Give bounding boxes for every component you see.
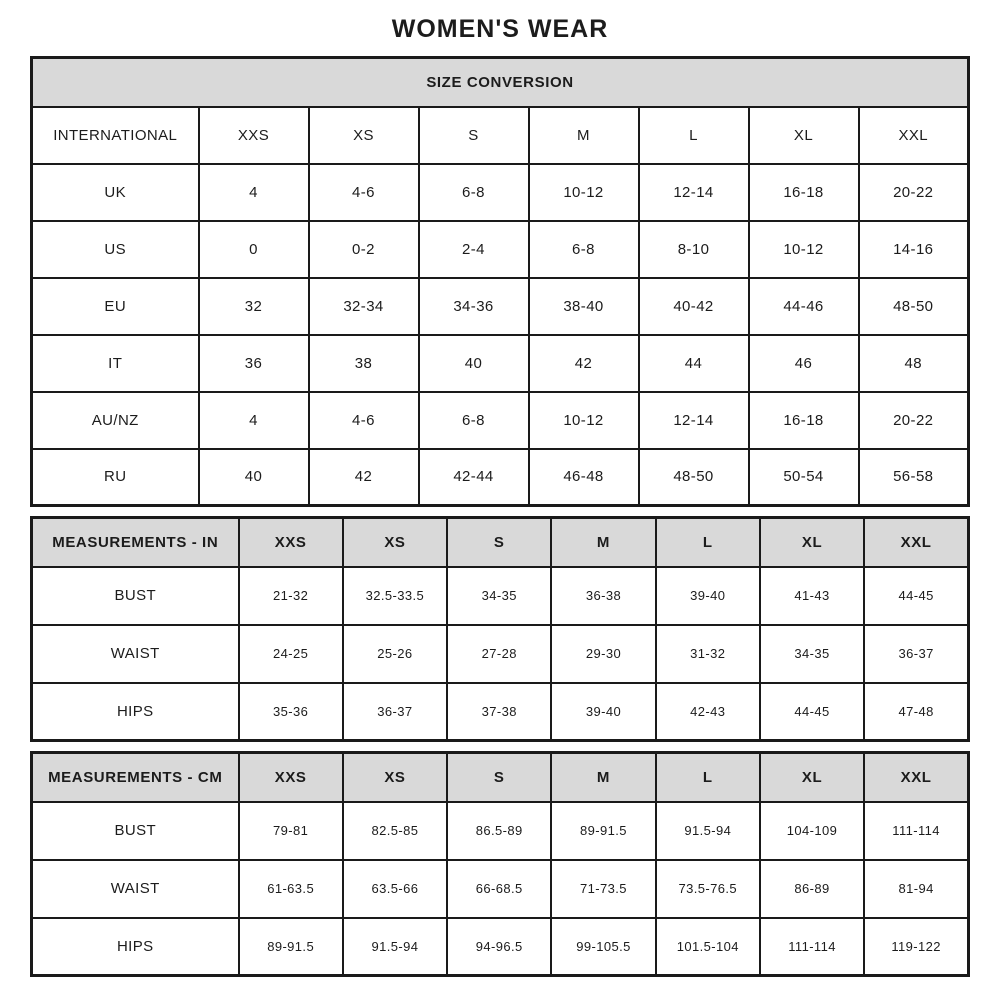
cell-value: 89-91.5: [551, 802, 655, 860]
size-conversion-table: [30, 56, 970, 507]
column-header-xxs: XXS: [239, 753, 343, 802]
cell-value: 27-28: [447, 625, 551, 683]
cell-value: 39-40: [656, 567, 760, 625]
row-label: UK: [32, 164, 199, 221]
cell-value: 81-94: [864, 860, 968, 918]
cell-value: 25-26: [343, 625, 447, 683]
cell-value: 94-96.5: [447, 918, 551, 976]
cell-value: 119-122: [864, 918, 968, 976]
cell-value: 35-36: [239, 683, 343, 741]
column-header-l: L: [656, 753, 760, 802]
cell-value: 32.5-33.5: [343, 567, 447, 625]
cell-value: 21-32: [239, 567, 343, 625]
cell-value: 82.5-85: [343, 802, 447, 860]
row-label: BUST: [32, 802, 239, 860]
cell-value: 8-10: [639, 221, 749, 278]
measurements-cm-table: [30, 751, 970, 977]
cell-value: 32: [199, 278, 309, 335]
column-header-l: L: [639, 107, 749, 164]
table-row: [32, 860, 969, 918]
cell-value: 34-35: [447, 567, 551, 625]
cell-value: 16-18: [749, 392, 859, 449]
cell-value: 10-12: [529, 164, 639, 221]
table-row: [32, 449, 969, 506]
row-label: WAIST: [32, 625, 239, 683]
size-conversion-header: SIZE CONVERSION: [32, 58, 969, 107]
cell-value: 36-38: [551, 567, 655, 625]
cell-value: 47-48: [864, 683, 968, 741]
column-header-xxl: XXL: [864, 518, 968, 567]
column-header-xl: XL: [760, 753, 864, 802]
cell-value: 32-34: [309, 278, 419, 335]
size-conversion-banner-row: [32, 58, 969, 107]
cell-value: 73.5-76.5: [656, 860, 760, 918]
cell-value: 46-48: [529, 449, 639, 506]
cell-value: 14-16: [859, 221, 969, 278]
cell-value: 40-42: [639, 278, 749, 335]
cell-value: 6-8: [529, 221, 639, 278]
table-row: [32, 567, 969, 625]
cell-value: 101.5-104: [656, 918, 760, 976]
column-header-row: [32, 518, 969, 567]
cell-value: 34-36: [419, 278, 529, 335]
column-header-m: M: [529, 107, 639, 164]
table-row: [32, 683, 969, 741]
cell-value: 48: [859, 335, 969, 392]
column-header-s: S: [419, 107, 529, 164]
table-row: [32, 335, 969, 392]
cell-value: 12-14: [639, 392, 749, 449]
column-header-xxl: XXL: [859, 107, 969, 164]
cell-value: 48-50: [859, 278, 969, 335]
column-header-m: M: [551, 753, 655, 802]
cell-value: 41-43: [760, 567, 864, 625]
cell-value: 40: [199, 449, 309, 506]
cell-value: 10-12: [529, 392, 639, 449]
table-header-label: MEASUREMENTS - IN: [32, 518, 239, 567]
measurements-in-table: [30, 516, 970, 742]
cell-value: 111-114: [864, 802, 968, 860]
cell-value: 79-81: [239, 802, 343, 860]
column-header-l: L: [656, 518, 760, 567]
column-header-row: [32, 753, 969, 802]
cell-value: 24-25: [239, 625, 343, 683]
cell-value: 0-2: [309, 221, 419, 278]
cell-value: 4-6: [309, 392, 419, 449]
column-header-xl: XL: [749, 107, 859, 164]
table-header-label: MEASUREMENTS - CM: [32, 753, 239, 802]
cell-value: 42-43: [656, 683, 760, 741]
cell-value: 42-44: [419, 449, 529, 506]
cell-value: 46: [749, 335, 859, 392]
table-row: [32, 918, 969, 976]
cell-value: 20-22: [859, 392, 969, 449]
cell-value: 10-12: [749, 221, 859, 278]
table-row: [32, 625, 969, 683]
column-header-row: [32, 107, 969, 164]
cell-value: 111-114: [760, 918, 864, 976]
cell-value: 0: [199, 221, 309, 278]
table-row: [32, 392, 969, 449]
cell-value: 61-63.5: [239, 860, 343, 918]
cell-value: 4: [199, 392, 309, 449]
cell-value: 42: [309, 449, 419, 506]
cell-value: 6-8: [419, 164, 529, 221]
cell-value: 44: [639, 335, 749, 392]
column-header-xxs: XXS: [239, 518, 343, 567]
cell-value: 91.5-94: [656, 802, 760, 860]
column-header-international: INTERNATIONAL: [32, 107, 199, 164]
cell-value: 40: [419, 335, 529, 392]
table-row: [32, 221, 969, 278]
cell-value: 31-32: [656, 625, 760, 683]
cell-value: 86-89: [760, 860, 864, 918]
cell-value: 66-68.5: [447, 860, 551, 918]
cell-value: 44-45: [760, 683, 864, 741]
cell-value: 42: [529, 335, 639, 392]
cell-value: 89-91.5: [239, 918, 343, 976]
cell-value: 6-8: [419, 392, 529, 449]
cell-value: 16-18: [749, 164, 859, 221]
row-label: US: [32, 221, 199, 278]
cell-value: 44-45: [864, 567, 968, 625]
cell-value: 38-40: [529, 278, 639, 335]
column-header-s: S: [447, 518, 551, 567]
column-header-xxl: XXL: [864, 753, 968, 802]
cell-value: 44-46: [749, 278, 859, 335]
cell-value: 36: [199, 335, 309, 392]
table-row: [32, 802, 969, 860]
cell-value: 29-30: [551, 625, 655, 683]
cell-value: 63.5-66: [343, 860, 447, 918]
row-label: BUST: [32, 567, 239, 625]
row-label: HIPS: [32, 683, 239, 741]
cell-value: 39-40: [551, 683, 655, 741]
cell-value: 48-50: [639, 449, 749, 506]
column-header-xl: XL: [760, 518, 864, 567]
cell-value: 38: [309, 335, 419, 392]
column-header-xs: XS: [309, 107, 419, 164]
cell-value: 4: [199, 164, 309, 221]
cell-value: 12-14: [639, 164, 749, 221]
cell-value: 36-37: [864, 625, 968, 683]
row-label: WAIST: [32, 860, 239, 918]
row-label: AU/NZ: [32, 392, 199, 449]
cell-value: 4-6: [309, 164, 419, 221]
column-header-xs: XS: [343, 753, 447, 802]
row-label: EU: [32, 278, 199, 335]
cell-value: 50-54: [749, 449, 859, 506]
column-header-m: M: [551, 518, 655, 567]
cell-value: 91.5-94: [343, 918, 447, 976]
row-label: IT: [32, 335, 199, 392]
cell-value: 2-4: [419, 221, 529, 278]
table-row: [32, 278, 969, 335]
column-header-xxs: XXS: [199, 107, 309, 164]
column-header-xs: XS: [343, 518, 447, 567]
cell-value: 71-73.5: [551, 860, 655, 918]
row-label: HIPS: [32, 918, 239, 976]
cell-value: 34-35: [760, 625, 864, 683]
page-title: WOMEN'S WEAR: [391, 15, 609, 43]
cell-value: 104-109: [760, 802, 864, 860]
table-row: [32, 164, 969, 221]
cell-value: 86.5-89: [447, 802, 551, 860]
cell-value: 36-37: [343, 683, 447, 741]
cell-value: 99-105.5: [551, 918, 655, 976]
cell-value: 20-22: [859, 164, 969, 221]
cell-value: 56-58: [859, 449, 969, 506]
cell-value: 37-38: [447, 683, 551, 741]
row-label: RU: [32, 449, 199, 506]
column-header-s: S: [447, 753, 551, 802]
